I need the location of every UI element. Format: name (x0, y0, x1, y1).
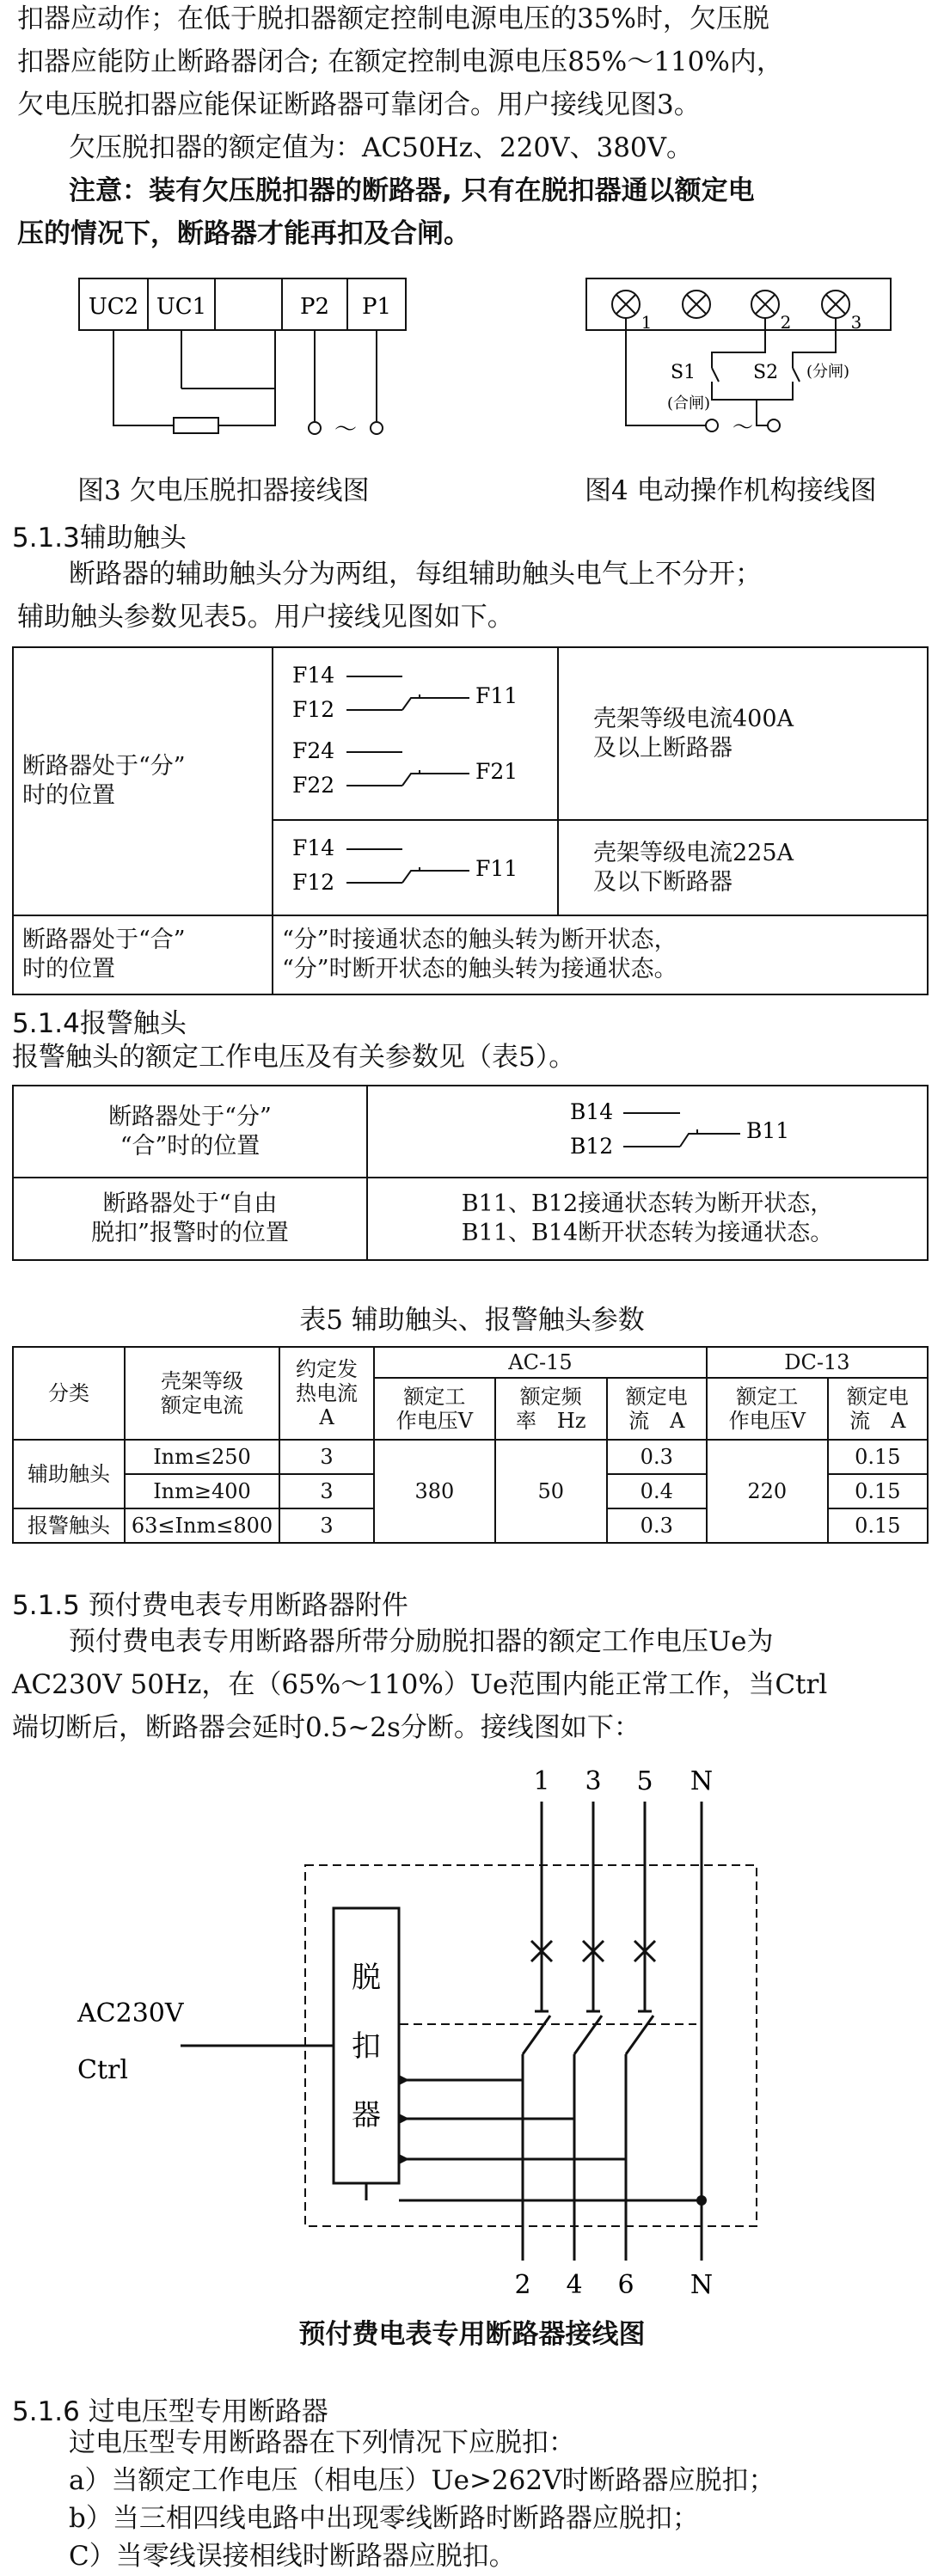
svg-text:扣: 扣 (352, 2029, 381, 2064)
terminal-uc2: UC2 (88, 294, 139, 320)
svg-text:6: 6 (617, 2270, 634, 2300)
terminal-uc1: UC1 (156, 294, 207, 320)
section-5-1-5-p1: 预付费电表专用断路器所带分励脱扣器的额定工作电压Ue为 (69, 1626, 774, 1657)
figure-3-caption: 图3 欠电压脱扣器接线图 (77, 475, 370, 506)
section-5-1-6-item-b: b）当三相四线电路中出现零线断路时断路器应脱扣； (69, 2503, 699, 2534)
ac230v-label: AC230V (77, 1998, 184, 2028)
section-5-1-5-p2: AC230V 50Hz，在（65%～110%）Ue范围内能正常工作，当Ctrl (12, 1669, 828, 1700)
alarm-contact-diagram (518, 1086, 828, 1169)
table5-header-dc-voltage: 额定工 作电压V (707, 1378, 828, 1440)
table5-dc-voltage: 220 (707, 1440, 828, 1543)
alarm-row2-text: B11、B12接通状态转为断开状态， B11、B14断开状态转为接通状态。 (367, 1178, 928, 1260)
section-5-1-3-p2: 辅助触头参数见表5。用户接线见图如下。 (17, 602, 514, 633)
section-5-1-6-title: 5.1.6 过电压型专用断路器 (12, 2396, 328, 2427)
section-5-1-6-item-a: a）当额定工作电压（相电压）Ue>262V时断路器应脱扣； (69, 2465, 775, 2496)
junction-dot-icon (696, 2195, 707, 2206)
section-5-1-5-p3: 端切断后，断路器会延时0.5~2s分断。接线图如下： (12, 1712, 641, 1743)
table-row: 辅助触头 Inm≤250 3 380 50 0.3 220 0.15 (13, 1440, 928, 1474)
svg-text:F11: F11 (475, 856, 518, 881)
alarm-row1-label: 断路器处于“分” “合”时的位置 (13, 1086, 367, 1178)
terminal-circle-icon (371, 422, 383, 434)
section-5-1-6-item-c: C）当零线误接相线时断路器应脱扣。 (69, 2541, 516, 2572)
resistor-icon (174, 418, 218, 433)
figure-4-diagram (585, 266, 929, 456)
table5-header-dc-current: 额定电 流 A (828, 1378, 928, 1440)
open-label: (分闸) (806, 363, 850, 381)
aux-row2-label: 断路器处于“合” 时的位置 (13, 915, 273, 994)
intro-line-3: 欠电压脱扣器应能保证断路器可靠闭合。用户接线见图3。 (17, 89, 701, 120)
svg-text:N: N (690, 2270, 714, 2300)
svg-text:1: 1 (533, 1766, 550, 1796)
aux-contact-table (12, 646, 929, 995)
prepaid-breaker-diagram (77, 1753, 782, 2304)
svg-text:F12: F12 (292, 870, 335, 895)
note-line-1: 注意：装有欠压脱扣器的断路器, 只有在脱扣器通以额定电 (69, 175, 755, 206)
ctrl-label: Ctrl (77, 2055, 128, 2085)
svg-text:F14: F14 (292, 663, 335, 688)
aux-contact-diagram-225 (273, 821, 557, 907)
prepaid-diagram-caption: 预付费电表专用断路器接线图 (298, 2319, 646, 2350)
svg-text:B14: B14 (570, 1099, 614, 1124)
table5-alarm-label: 报警触头 (13, 1508, 125, 1543)
aux-note-225: 壳架等级电流225A 及以下断路器 (558, 820, 928, 915)
svg-text:5: 5 (636, 1766, 653, 1796)
table5-header-ac-frequency: 额定频 率 Hz (495, 1378, 607, 1440)
aux-contact-diagram-400 (273, 648, 557, 811)
terminal-number-2: 2 (780, 312, 792, 333)
table5-header-class: 分类 (13, 1347, 125, 1440)
svg-text:F14: F14 (292, 835, 335, 860)
switch-s1-label: S1 (671, 362, 696, 383)
section-5-1-3-title: 5.1.3辅助触头 (12, 523, 187, 554)
table5-header-ac-current: 额定电 流 A (607, 1378, 707, 1440)
alarm-contact-table (12, 1085, 929, 1261)
figure-3-diagram (77, 266, 438, 456)
ac-tilde: ～ (334, 417, 358, 443)
svg-text:B12: B12 (570, 1134, 614, 1159)
table5-header-ac-voltage: 额定工 作电压V (374, 1378, 495, 1440)
table5-aux-label: 辅助触头 (13, 1440, 125, 1508)
intro-line-1: 扣器应动作；在低于脱扣器额定控制电源电压的35%时，欠压脱 (17, 3, 769, 34)
aux-note-400: 壳架等级电流400A 及以上断路器 (558, 647, 928, 820)
section-5-1-6-p1: 过电压型专用断路器在下列情况下应脱扣： (69, 2427, 575, 2458)
table5-ac-frequency: 50 (495, 1440, 607, 1543)
terminal-number-3: 3 (850, 312, 862, 333)
table5-ac-voltage: 380 (374, 1440, 495, 1543)
svg-text:4: 4 (566, 2270, 583, 2300)
table-5-title: 表5 辅助触头、报警触头参数 (299, 1305, 645, 1336)
terminal-p1: P1 (361, 294, 392, 320)
intro-line-2: 扣器应能防止断路器闭合; 在额定控制电源电压85%～110%内， (17, 46, 783, 77)
table-5 (12, 1346, 929, 1544)
section-5-1-4-p1: 报警触头的额定工作电压及有关参数见（表5）。 (12, 1042, 576, 1073)
terminal-p2: P2 (299, 294, 330, 320)
svg-text:F12: F12 (292, 697, 335, 722)
intro-line-4: 欠压脱扣器的额定值为：AC50Hz、220V、380V。 (69, 132, 694, 163)
table5-header-heat: 约定发 热电流 A (279, 1347, 374, 1440)
aux-row1-label: 断路器处于“分” 时的位置 (13, 647, 273, 915)
svg-text:3: 3 (585, 1766, 602, 1796)
table-row: 报警触头 63≤Inm≤800 3 0.3 0.15 (13, 1508, 928, 1543)
alarm-row2-label: 断路器处于“自由 脱扣”报警时的位置 (13, 1178, 367, 1260)
svg-text:F11: F11 (475, 683, 518, 708)
svg-text:2: 2 (514, 2270, 531, 2300)
svg-text:脱: 脱 (352, 1961, 381, 1995)
table5-header-dc13: DC-13 (707, 1347, 928, 1378)
ac-tilde: ～ (733, 415, 753, 439)
svg-text:F21: F21 (475, 759, 518, 784)
svg-text:F24: F24 (292, 738, 335, 763)
svg-text:F22: F22 (292, 773, 335, 798)
close-label: (合闸) (667, 395, 711, 413)
table5-header-frame: 壳架等级 额定电流 (125, 1347, 279, 1440)
aux-row2-text: “分”时接通状态的触头转为断开状态， “分”时断开状态的触头转为接通状态。 (273, 915, 928, 994)
svg-text:B11: B11 (746, 1118, 790, 1143)
terminal-circle-icon (309, 422, 321, 434)
switch-s2-label: S2 (753, 362, 779, 383)
svg-text:N: N (690, 1766, 714, 1796)
terminal-number-1: 1 (641, 312, 653, 333)
table-row: Inm≥400 3 0.4 0.15 (13, 1474, 928, 1508)
note-line-2: 压的情况下，断路器才能再扣及合闸。 (17, 218, 470, 249)
svg-text:器: 器 (352, 2098, 381, 2132)
table5-header-ac15: AC-15 (374, 1347, 707, 1378)
figure-4-caption: 图4 电动操作机构接线图 (585, 475, 877, 506)
section-5-1-5-title: 5.1.5 预付费电表专用断路器附件 (12, 1590, 408, 1621)
section-5-1-3-p1: 断路器的辅助触头分为两组，每组辅助触头电气上不分开； (69, 559, 762, 590)
section-5-1-4-title: 5.1.4报警触头 (12, 1008, 187, 1039)
